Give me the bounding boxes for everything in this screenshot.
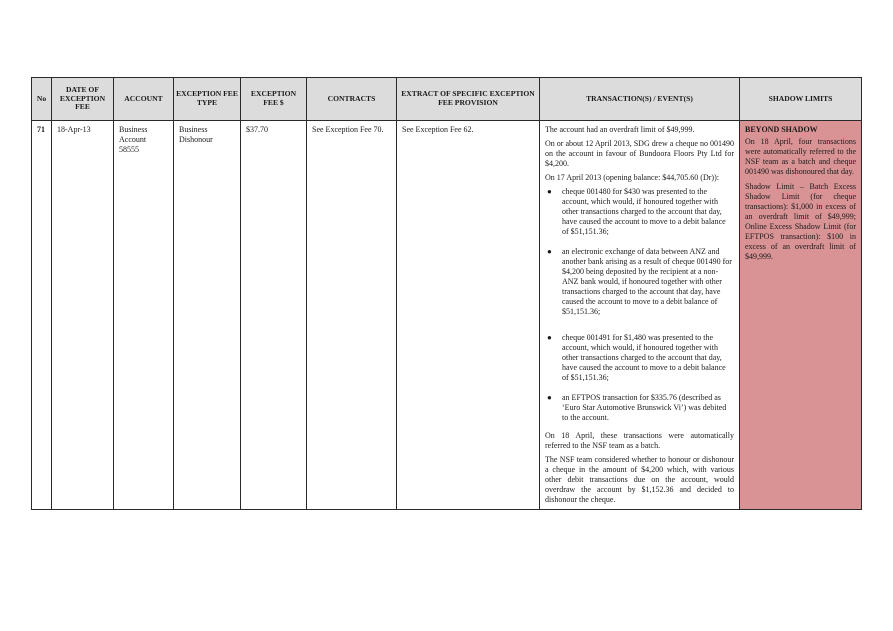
cell-extract: See Exception Fee 62.	[397, 121, 540, 510]
bullet-icon: ●	[547, 393, 552, 402]
list-item-text: an EFTPOS transaction for $335.76 (described as ‘Euro Star Automotive Brunswick Vi’) was debited to the account.	[562, 393, 727, 422]
list-item-text: cheque 001480 for $430 was presented to the account, which would, if honoured together with other transactions charged to the account that day, have caused the account to move to a debit balance of $51,151.36;	[562, 187, 726, 236]
list-item	[545, 187, 734, 237]
bullet-icon: ●	[547, 187, 552, 196]
cell-date: 18-Apr-13	[52, 121, 114, 510]
bullet-icon: ●	[547, 247, 552, 256]
shadow-paragraph: On 18 April, four transactions were automatically referred to the NSF team as a batch and cheque 001490 was dishonoured that day.	[745, 137, 856, 176]
header-fee-amount: EXCEPTION FEE $	[241, 78, 307, 121]
header-contracts: CONTRACTS	[307, 78, 397, 121]
cell-contracts: See Exception Fee 70.	[307, 121, 397, 510]
header-transactions: TRANSACTION(S) / EVENT(S)	[540, 78, 740, 121]
header-shadow-limits: SHADOW LIMITS	[740, 78, 862, 121]
transaction-paragraph: The NSF team considered whether to honour or dishonour a cheque in the amount of $4,200 which, with various other debit transactions due on the account, would overdraw the account by $1,152.36 and decided to dishonour the cheque.	[545, 455, 734, 504]
list-item-text: cheque 001491 for $1,480 was presented to the account, which would, if honoured together with other transactions charged to the account that day, have caused the account to move to a debit balance of $51,151.36;	[562, 333, 726, 382]
exception-fee-table	[31, 77, 862, 510]
cell-no: 71	[32, 121, 52, 510]
list-item	[545, 247, 734, 317]
table-row	[32, 121, 862, 510]
transaction-paragraph: On 17 April 2013 (opening balance: $44,705.60 (Dr)):	[545, 173, 719, 182]
header-account: ACCOUNT	[114, 78, 174, 121]
cell-fee-type: Business Dishonour	[174, 121, 241, 510]
cell-transactions	[540, 121, 740, 510]
header-extract: EXTRACT OF SPECIFIC EXCEPTION FEE PROVISION	[397, 78, 540, 121]
transaction-list	[545, 187, 734, 423]
transaction-paragraph: On 18 April, these transactions were automatically referred to the NSF team as a batch.	[545, 431, 734, 450]
cell-fee-amount: $37.70	[241, 121, 307, 510]
list-item	[545, 393, 734, 423]
transaction-paragraph: On or about 12 April 2013, SDG drew a cheque no 001490 on the account in favour of Bundoora Floors Pty Ltd for $4,200.	[545, 139, 734, 168]
table-header-row	[32, 78, 862, 121]
transaction-paragraph: The account had an overdraft limit of $49,999.	[545, 125, 695, 134]
shadow-paragraph: Shadow Limit – Batch Excess Shadow Limit (for cheque transactions): $1,000 in excess of an overdraft limit of $49,999; Online Excess Shadow Limit (for EFTPOS transaction): $100 in excess of an overdraft limit of $49,999.	[745, 182, 856, 261]
list-item	[545, 333, 734, 383]
list-item-text: an electronic exchange of data between ANZ and another bank arising as a result of cheque 001490 for $4,200 being deposited by the recipient at a non-ANZ bank would, if honoured together with other transactions charged to the account that day, have caused the account to move to a debit balance of $51,151.36;	[562, 247, 732, 316]
cell-shadow-limits	[740, 121, 862, 510]
cell-account: Business Account 58555	[114, 121, 174, 510]
bullet-icon: ●	[547, 333, 552, 342]
header-fee-type: EXCEPTION FEE TYPE	[174, 78, 241, 121]
header-date: DATE OF EXCEPTION FEE	[52, 78, 114, 121]
header-no: No	[32, 78, 52, 121]
shadow-title: BEYOND SHADOW	[745, 125, 818, 134]
